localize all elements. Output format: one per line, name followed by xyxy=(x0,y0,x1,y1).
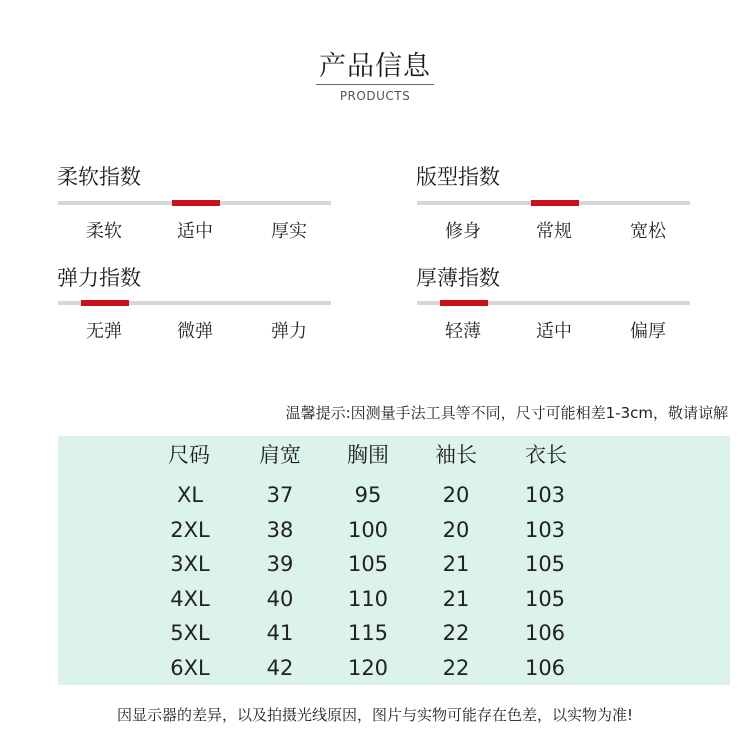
table-cell: 20 xyxy=(442,483,470,507)
table-cell: 106 xyxy=(524,621,566,645)
table-cell: 106 xyxy=(524,656,566,680)
fit-option-slim: 修身 xyxy=(445,221,481,242)
softness-option-medium: 适中 xyxy=(177,221,213,242)
table-header-chest: 胸围 xyxy=(347,443,389,467)
fit-index-title: 版型指数 xyxy=(416,165,500,189)
table-cell: 110 xyxy=(347,587,389,611)
elasticity-option-elastic: 弹力 xyxy=(271,321,307,342)
table-header-shoulder: 肩宽 xyxy=(259,443,301,467)
table-cell: 105 xyxy=(524,552,566,576)
fit-option-loose: 宽松 xyxy=(630,221,666,242)
table-header-sleeve: 袖长 xyxy=(435,443,477,467)
table-cell: 5XL xyxy=(170,621,210,645)
table-cell: 105 xyxy=(347,552,389,576)
table-cell: 37 xyxy=(266,483,294,507)
table-cell: 103 xyxy=(524,518,566,542)
thickness-index-title: 厚薄指数 xyxy=(416,266,500,290)
table-cell: 40 xyxy=(266,587,294,611)
softness-option-thick: 厚实 xyxy=(271,221,307,242)
table-cell: 3XL xyxy=(170,552,210,576)
elasticity-option-slight: 微弹 xyxy=(177,321,213,342)
table-cell: 41 xyxy=(266,621,294,645)
softness-index-title: 柔软指数 xyxy=(57,165,141,189)
table-cell: XL xyxy=(176,483,204,507)
table-cell: 4XL xyxy=(170,587,210,611)
thickness-marker xyxy=(440,300,488,306)
measurement-tip: 温馨提示:因测量手法工具等不同，尺寸可能相差1-3cm，敬请谅解 xyxy=(285,404,728,422)
table-cell: 95 xyxy=(354,483,382,507)
table-cell: 105 xyxy=(524,587,566,611)
table-cell: 22 xyxy=(442,656,470,680)
elasticity-marker xyxy=(81,300,129,306)
thickness-option-thick: 偏厚 xyxy=(630,321,666,342)
table-cell: 22 xyxy=(442,621,470,645)
fit-option-regular: 常规 xyxy=(536,221,572,242)
softness-marker xyxy=(172,200,220,206)
table-cell: 21 xyxy=(442,587,470,611)
table-cell: 21 xyxy=(442,552,470,576)
table-header-size: 尺码 xyxy=(168,443,210,467)
table-header-length: 衣长 xyxy=(525,443,567,467)
color-disclaimer: 因显示器的差异，以及拍摄光线原因，图片与实物可能存在色差，以实物为准! xyxy=(116,706,634,724)
table-cell: 100 xyxy=(347,518,389,542)
table-cell: 38 xyxy=(266,518,294,542)
section-title: 产品信息 xyxy=(319,51,431,82)
table-cell: 103 xyxy=(524,483,566,507)
thickness-option-thin: 轻薄 xyxy=(445,321,481,342)
table-cell: 2XL xyxy=(170,518,210,542)
elasticity-index-title: 弹力指数 xyxy=(57,266,141,290)
table-cell: 20 xyxy=(442,518,470,542)
table-cell: 120 xyxy=(347,656,389,680)
thickness-option-medium: 适中 xyxy=(536,321,572,342)
softness-option-soft: 柔软 xyxy=(86,221,122,242)
title-underline xyxy=(316,84,434,85)
elasticity-option-none: 无弹 xyxy=(86,321,122,342)
table-cell: 115 xyxy=(347,621,389,645)
table-cell: 39 xyxy=(266,552,294,576)
table-cell: 42 xyxy=(266,656,294,680)
section-subtitle: PRODUCTS xyxy=(339,89,411,103)
fit-marker xyxy=(531,200,579,206)
table-cell: 6XL xyxy=(170,656,210,680)
